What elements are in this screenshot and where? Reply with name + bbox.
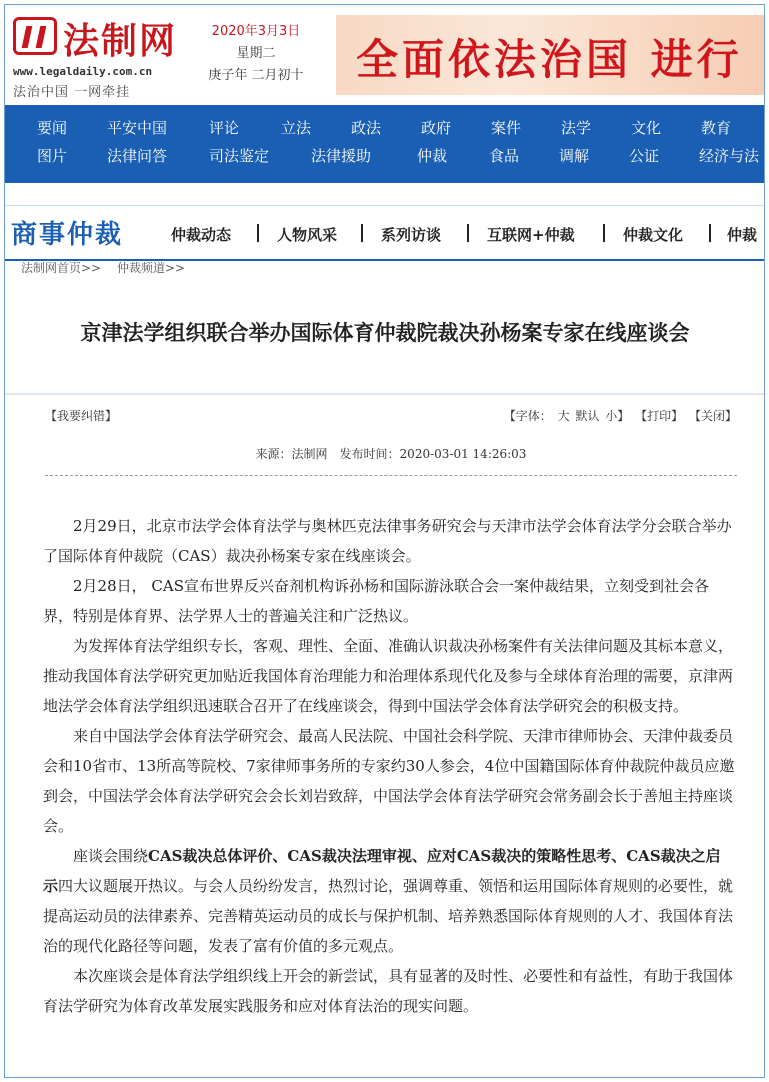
logo-emblem-icon — [13, 17, 57, 55]
nav-item-yaowen[interactable]: 要闻 — [37, 119, 68, 137]
site-header — [5, 5, 764, 103]
font-default-button[interactable]: 默认 — [575, 409, 600, 423]
date-text: 2020年3月3日 — [211, 24, 301, 39]
article-toolbar — [45, 407, 737, 427]
nav-item-jiaoyu[interactable]: 教育 — [701, 119, 732, 137]
nav-item-falv-wenda[interactable]: 法律问答 — [107, 147, 168, 165]
section-bar — [5, 205, 764, 261]
section-separator — [709, 224, 711, 242]
paragraph-5-lead: 座谈会围绕 — [73, 847, 149, 865]
section-title[interactable]: 商事仲裁 — [11, 220, 124, 250]
nav-item-faxue[interactable]: 法学 — [561, 119, 592, 137]
section-tab-zhongcai-dongtai[interactable]: 仲裁动态 — [171, 226, 232, 244]
breadcrumb-channel-link[interactable]: 仲裁频道>> — [116, 261, 186, 275]
nav-row-2 — [5, 145, 764, 175]
print-button[interactable]: 【打印】 — [635, 409, 684, 423]
section-tab-hulianwang-zhongcai[interactable]: 互联网+仲裁 — [487, 226, 575, 244]
nav-item-shipin[interactable]: 食品 — [489, 147, 520, 165]
nav-item-falv-yuanzhu[interactable]: 法律援助 — [311, 147, 372, 165]
section-separator — [361, 224, 363, 242]
nav-item-tupian[interactable]: 图片 — [37, 147, 68, 165]
nav-item-zhengfa[interactable]: 政法 — [351, 119, 382, 137]
article-paragraph-5 — [43, 841, 735, 961]
article-tools-right — [502, 407, 737, 424]
article-title: 京津法学组织联合举办国际体育仲裁院裁决孙杨案专家在线座谈会 — [80, 320, 690, 345]
section-tab-xilie-fangtan[interactable]: 系列访谈 — [381, 226, 442, 244]
weekday-text: 星期二 — [236, 46, 276, 61]
article-paragraph-1: 2月29日，北京市法学会体育法学与奥林匹克法律事务研究会与天津市法学会体育法学分会联合举办了国际体育仲裁院（CAS）裁决孙杨案专家在线座谈会。 — [43, 517, 732, 565]
nav-item-pingan-zhongguo[interactable]: 平安中国 — [107, 119, 168, 137]
section-separator — [603, 224, 605, 242]
section-separator — [467, 224, 469, 242]
logo-url: www.legaldaily.com.cn — [13, 65, 153, 78]
breadcrumb — [21, 259, 197, 276]
section-tab-zhongcai-wenhua[interactable]: 仲裁文化 — [623, 226, 684, 244]
nav-row-1 — [5, 117, 764, 147]
section-separator — [257, 224, 259, 242]
meta-divider — [45, 475, 737, 476]
banner-text: 全面依法治国 进行 — [356, 35, 743, 84]
nav-item-anjian[interactable]: 案件 — [491, 119, 522, 137]
breadcrumb-home-link[interactable]: 法制网首页>> — [21, 261, 102, 275]
section-tab-renwu-fengcai[interactable]: 人物风采 — [277, 226, 338, 244]
logo-name: 法制网 — [63, 20, 178, 62]
font-size-label: 【字体： — [503, 409, 552, 423]
nav-item-wenhua[interactable]: 文化 — [631, 119, 662, 137]
font-large-button[interactable]: 大 — [557, 409, 570, 423]
main-nav — [5, 105, 764, 183]
report-error-link[interactable]: 【我要纠错】 — [45, 409, 118, 423]
page-frame — [4, 4, 765, 1078]
lunar-date-text: 庚子年 二月初十 — [208, 68, 304, 83]
nav-item-lifa[interactable]: 立法 — [281, 119, 312, 137]
close-button[interactable]: 【关闭】 — [688, 409, 737, 423]
site-logo[interactable] — [11, 13, 181, 99]
article-paragraph-6: 本次座谈会是体育法学组织线上开会的新尝试，具有显著的及时性、必要性和有益性，有助于我国体育法学研究为体育改革发展实践服务和应对体育法治的现实问题。 — [43, 967, 734, 1015]
paragraph-5-bold-topics: CAS裁决总体评价、CAS裁决法理审视、应对CAS裁决的策略性思考、CAS裁决之启示 — [43, 847, 721, 895]
nav-item-zhengfu[interactable]: 政府 — [421, 119, 452, 137]
nav-item-tiaojie[interactable]: 调解 — [559, 147, 590, 165]
nav-item-gongzheng[interactable]: 公证 — [629, 147, 660, 165]
section-tab-zhongcai-more[interactable]: 仲裁 — [727, 226, 758, 244]
nav-item-jingji-yu-fa[interactable]: 经济与法 — [699, 147, 760, 165]
font-small-button[interactable]: 小】 — [605, 409, 630, 423]
article-paragraph-4: 来自中国法学会体育法学研究会、最高人民法院、中国社会科学院、天津市律师协会、天津仲裁委员会和10省市、13所高等院校、7家律师事务所的专家约30人参会，4位中国籍国际体育仲裁院仲裁员应邀到会，中国法学会体育法学研究会会长刘岩致辞，中国法学会体育法学研究会常务副会长于善旭主持座谈会。 — [43, 727, 735, 835]
article-paragraph-3: 为发挥体育法学组织专长，客观、理性、全面、准确认识裁决孙杨案件有关法律问题及其标本意义，推动我国体育法学研究更加贴近我国体育治理能力和治理体系现代化及参与全球体育治理的需要，京津两地法学会体育法学组织迅速联合召开了在线座谈会，得到中国法学会体育法学研究会的积极支持。 — [43, 637, 734, 715]
paragraph-5-rest: 四大议题展开热议。与会人员纷纷发言，热烈讨论，强调尊重、领悟和运用国际体育规则的必要性，就提高运动员的法律素养、完善精英运动员的成长与保护机制、培养熟悉国际体育规则的人才、我国体育法治的现代化路径等问题，发表了富有价值的多元观点。 — [43, 877, 734, 955]
nav-item-pinglun[interactable]: 评论 — [209, 119, 240, 137]
nav-item-zhongcai[interactable]: 仲裁 — [417, 147, 448, 165]
logo-slogan: 法治中国 一网牵挂 — [13, 85, 131, 100]
date-block — [201, 21, 311, 87]
nav-item-sifa-jianding[interactable]: 司法鉴定 — [209, 147, 270, 165]
header-banner[interactable] — [336, 15, 764, 95]
article-paragraph-2: 2月28日， CAS宣布世界反兴奋剂机构诉孙杨和国际游泳联合会一案仲裁结果，立刻受到社会各界，特别是体育界、法学界人士的普遍关注和广泛热议。 — [43, 577, 709, 625]
article-meta: 来源：法制网 发布时间：2020-03-01 14:26:03 — [255, 447, 527, 461]
article-body — [43, 511, 735, 1021]
title-divider — [5, 393, 764, 395]
